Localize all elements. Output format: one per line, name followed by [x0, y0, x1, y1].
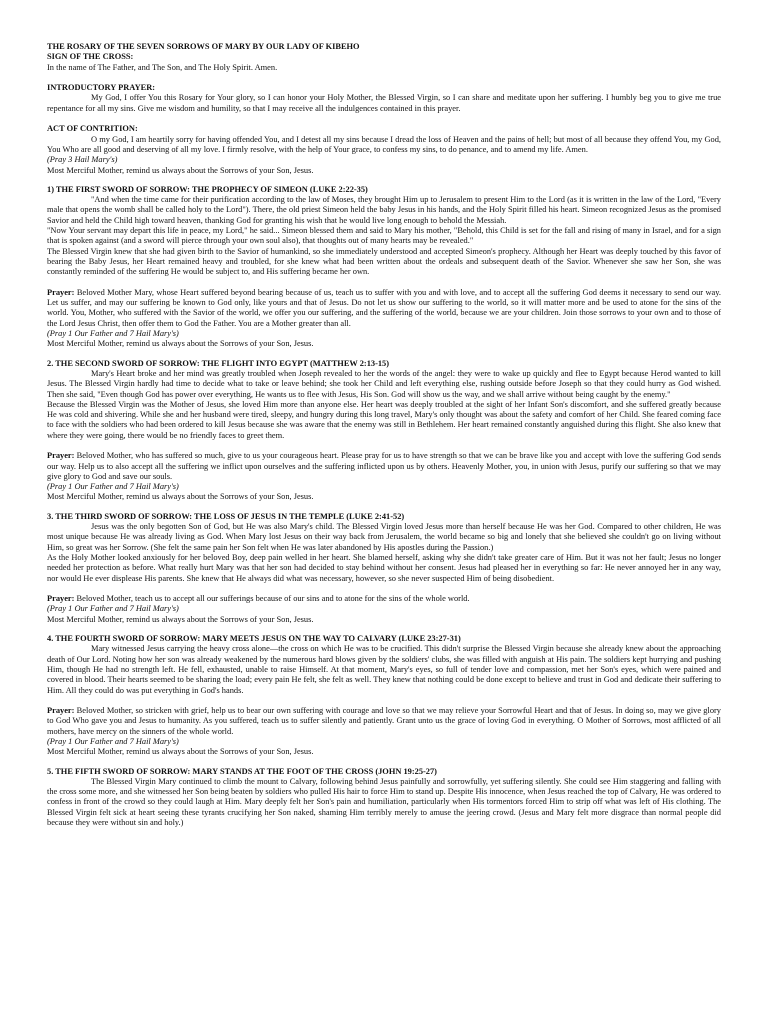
sword-rubric: (Pray 1 Our Father and 7 Hail Mary's) — [47, 737, 179, 746]
prayer-text: Beloved Mother, so stricken with grief, help us to bear our own suffering with courage and love so that we may relieve your Sorrowful Heart and that of Jesus. In doing so, may we give glory to God Who gave you and Jesus to humanity. As you suffered, teach us to suffer silently and patiently. Grant unto us the grace of loving God in everything. O Mother of Sorrows, most afflicted of all mothers, have mercy on the sinners of the whole world. — [47, 706, 721, 736]
sword-paragraph: The Blessed Virgin knew that she had given birth to the Savior of humankind, so she immediately understood and accepted Simeon's prophecy. Although her Heart was deeply touched by this favor of bearing the Baby Jesus, her Heart remained heavy and troubled, for she knew what had been written about the ordeals and subsequent death of the Savior. Whenever she saw her Son, she was constantly reminded of the suffering He would be subject to, and His suffering became her own. — [47, 246, 721, 277]
sword-closing: Most Merciful Mother, remind us always about the Sorrows of your Son, Jesus. — [47, 614, 314, 624]
sword-section-1 — [47, 185, 721, 350]
introductory-text: My God, I offer You this Rosary for Your glory, so I can honor your Holy Mother, the Blessed Virgin, so I can share and meditate upon her suffering. I humbly beg you to give me true repentance for all my sins. Give me wisdom and humility, so that I may receive all the indulgences contained in this prayer. — [47, 93, 721, 113]
sword-heading: 4. THE FOURTH SWORD OF SORROW: MARY MEETS JESUS ON THE WAY TO CALVARY (LUKE 23:27-31) — [47, 634, 461, 644]
sword-section-3 — [47, 512, 721, 625]
sword-rubric: (Pray 1 Our Father and 7 Hail Mary's) — [47, 329, 179, 339]
contrition-heading: ACT OF CONTRITION: — [47, 124, 138, 134]
prayer-text: Beloved Mother, who has suffered so much, give to us your courageous heart. Please pray for us to have strength so that we can be brave like you and accept with love the suffering God sends our way. Help us to also accept all the suffering we inflict upon ourselves and the suffering inflicted upon us by others. Heavenly Mother, you, in union with Jesus, purify our suffering so that we may give glory to God and save our souls. — [47, 451, 721, 481]
sword-paragraph: Because the Blessed Virgin was the Mother of Jesus, she loved Him more than anyone else. Her heart was deeply troubled at the sight of her Infant Son's discomfort, and she suffered greatly because He was cold and shivering. While she and her husband were tired, sleepy, and hungry during this long travel, Mary's only thought was about the safety and comfort of her Child. She feared coming face to face with the soldiers who had been ordered to kill Jesus because she was aware that the enemy was still in Bethlehem. Her heart remained constantly anguished during this flight. She also knew that where they were going, there would be no friendly faces to greet them. — [47, 399, 721, 440]
sword-paragraph: Mary witnessed Jesus carrying the heavy cross alone—the cross on which He was to be crucified. This didn't surprise the Blessed Virgin because she already knew about the approaching death of Our Lord. Noting how her son was already weakened by the numerous hard blows given by the soldiers' clubs, she was filled with anguish at His pain. The soldiers kept hurrying and pushing Him, though He had no strength left. He fell, exhausted, unable to raise Himself. At that moment, Mary's eyes, so full of tender love and compassion, met her Son's eyes, which were pained and covered in blood. Their hearts seemed to be sharing the load; every pain He felt, she felt as well. They knew that nothing could be done except to believe and trust in God and dedicate their suffering to Him. All they could do was put everything in God's hands. — [47, 644, 721, 695]
sword-heading: 1) THE FIRST SWORD OF SORROW: THE PROPHECY OF SIMEON (LUKE 2:22-35) — [47, 184, 368, 194]
document-title: THE ROSARY OF THE SEVEN SORROWS OF MARY BY OUR LADY OF KIBEHO — [47, 42, 360, 51]
sword-section-4 — [47, 634, 721, 758]
prayer-label: Prayer: — [47, 451, 75, 461]
sign-of-cross-text: In the name of The Father, and The Son, and The Holy Spirit. Amen. — [47, 62, 278, 72]
prayer-label: Prayer: — [47, 594, 75, 604]
contrition-closing: Most Merciful Mother, remind us always about the Sorrows of your Son, Jesus. — [47, 165, 314, 175]
sword-prayer — [47, 451, 721, 482]
prayer-label: Prayer: — [47, 706, 75, 716]
sword-heading: 5. THE FIFTH SWORD OF SORROW: MARY STANDS AT THE FOOT OF THE CROSS (JOHN 19:25-27) — [47, 766, 437, 776]
sword-prayer — [47, 288, 721, 329]
sword-section-5 — [47, 767, 721, 829]
sword-closing: Most Merciful Mother, remind us always about the Sorrows of your Son, Jesus. — [47, 747, 314, 757]
contrition-rubric: (Pray 3 Hail Mary's) — [47, 155, 118, 165]
prayer-text: Beloved Mother Mary, whose Heart suffered beyond bearing because of us, teach us to suffer with you and with love, and to accept all the suffering God deems it necessary to send our way. Let us suffer, and may our suffering be known to God only, like yours and that of Jesus. Do not let us show our suffering to the world, so it will matter more and be used to atone for the sins of the world. You, Mother, who suffered with the Savior of the world, we offer you our suffering, and the suffering of the world, because we are your children. Join those sorrows to your own and to those of the Lord Jesus Christ, then offer them to God the Father. You are a Mother greater than all. — [47, 287, 721, 328]
sword-section-2 — [47, 359, 721, 503]
sword-prayer — [47, 594, 721, 604]
sword-paragraph: Mary's Heart broke and her mind was greatly troubled when Joseph revealed to her the words of the angel: they were to wake up quickly and flee to Egypt because Herod wanted to kill Jesus. The Blessed Virgin hardly had time to decide what to take or leave behind; she took her Child and left everything else, rushing outside before Joseph so that they could hurry as God wished. Then she said, "Even though God has power over everything, He wants us to flee with Jesus, His Son. God will show us the way, and we shall arrive without being caught by the enemy." — [47, 368, 721, 399]
sword-prayer — [47, 706, 721, 737]
sword-rubric: (Pray 1 Our Father and 7 Hail Mary's) — [47, 604, 179, 614]
sword-paragraph: The Blessed Virgin Mary continued to climb the mount to Calvary, following behind Jesus painfully and sorrowfully, yet suffering silently. She could see Him staggering and falling with the cross some more, and she witnessed her Son being beaten by soldiers who pulled His hair to force Him to stand up. Despite His innocence, when Jesus reached the top of Calvary, He was ordered to confess in front of the crowd so they could laugh at Him. Mary deeply felt her Son's pain and humiliation, particularly when His tormentors forced Him to strip off what was left of His clothing. The Blessed Virgin felt sick at heart seeing these tyrants crucifying her Son naked, shaming Him terribly merely to amuse the jeering crowd. (Jesus and Mary felt more disgrace than normal people did because they were without sin and holy.) — [47, 776, 721, 828]
prayer-text: Beloved Mother, teach us to accept all our sufferings because of our sins and to atone for the sins of the whole world. — [74, 594, 470, 604]
sword-paragraph: "Now Your servant may depart this life in peace, my Lord," he said... Simeon blessed them and said to Mary his mother, "Behold, this Child is set for the fall and rising of many in Israel, and for a sign that is spoken against (and a sword will pierce through your own soul also), that thoughts out of many hearts may be revealed." — [47, 226, 721, 246]
sword-rubric: (Pray 1 Our Father and 7 Hail Mary's) — [47, 482, 179, 492]
sword-heading: 2. THE SECOND SWORD OF SORROW: THE FLIGHT INTO EGYPT (MATTHEW 2:13-15) — [47, 358, 390, 368]
introductory-heading: INTRODUCTORY PRAYER: — [47, 83, 156, 93]
sign-of-cross-heading: SIGN OF THE CROSS: — [47, 52, 134, 62]
contrition-text: O my God, I am heartily sorry for having offended You, and I detest all my sins because I dread the loss of Heaven and the pains of hell; but most of all because they offend You, my God, You Who are all good and deserving of all my love. I firmly resolve, with the help of Your grace, to confess my sins, to do penance, and to amend my life. Amen. — [47, 134, 721, 154]
sword-closing: Most Merciful Mother, remind us always about the Sorrows of your Son, Jesus. — [47, 492, 314, 502]
prayer-label: Prayer: — [47, 287, 75, 297]
sword-heading: 3. THE THIRD SWORD OF SORROW: THE LOSS OF JESUS IN THE TEMPLE (LUKE 2:41-52) — [47, 511, 405, 521]
sword-closing: Most Merciful Mother, remind us always about the Sorrows of your Son, Jesus. — [47, 339, 314, 349]
sword-paragraph: As the Holy Mother looked anxiously for her beloved Boy, deep pain welled in her heart. She blamed herself, asking why she didn't take greater care of Him. But it was not her fault; Jesus no longer needed her protection as before. What really hurt Mary was that her son had decided to stay behind without her consent. Jesus had pleased her in everything so far: He never annoyed her in any way, nor would He ever displease His parents. She knew that He always did what was necessary, however, so she never suspected Him of being disobedient. — [47, 552, 721, 583]
sword-paragraph: "And when the time came for their purification according to the law of Moses, they brought Him up to Jerusalem to present Him to the Lord (as it is written in the law of the Lord, "Every male that opens the womb shall be called holy to the Lord"). There, the old priest Simeon held the baby Jesus in his hands, and the Holy Spirit filled his heart. Simeon recognized Jesus as the promised Savior and held the Child high toward heaven, thanking God for granting his wish that he would live long enough to behold the Messiah. — [47, 195, 721, 225]
sword-paragraph: Jesus was the only begotten Son of God, but He was also Mary's child. The Blessed Virgin loved Jesus more than herself because He was her God. Compared to other children, He was most unique because He was already living as God. When Mary lost Jesus on their way back from Jerusalem, the world became so big and lonely that she believed she couldn't go on living without Him, so great was her Sorrow. (She felt the same pain her Son felt when He was later abandoned by His apostles during the Passion.) — [47, 522, 721, 552]
